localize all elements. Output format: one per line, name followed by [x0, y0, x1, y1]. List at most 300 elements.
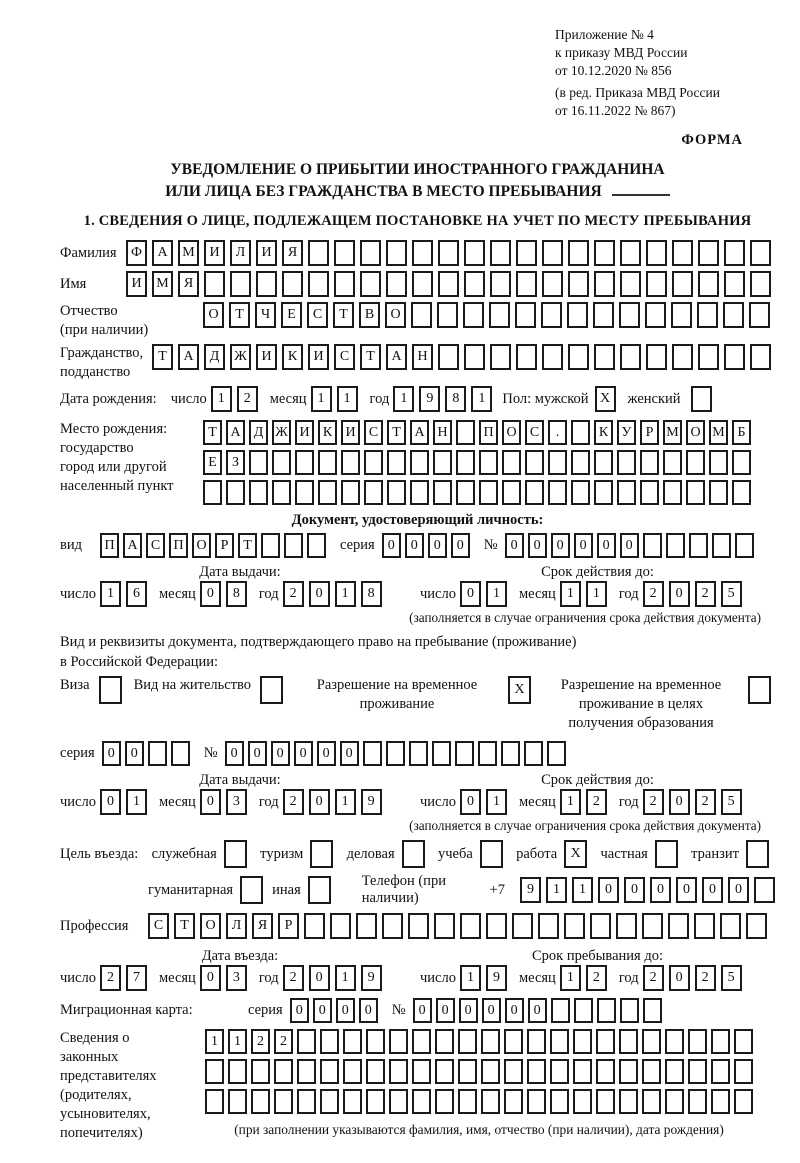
char-cell[interactable]: 2 [643, 965, 664, 991]
char-cell[interactable] [297, 1059, 316, 1084]
char-cell[interactable] [551, 998, 570, 1023]
char-cell[interactable]: Д [249, 420, 268, 445]
char-cell[interactable] [386, 741, 405, 766]
char-cell[interactable] [251, 1089, 270, 1114]
char-cell[interactable]: Е [281, 302, 302, 328]
char-cell[interactable] [363, 741, 382, 766]
char-cell[interactable]: К [318, 420, 337, 445]
char-cell[interactable] [709, 480, 728, 505]
char-cell[interactable]: С [146, 533, 165, 558]
char-cell[interactable] [712, 533, 731, 558]
char-cell[interactable] [282, 271, 303, 297]
char-cell[interactable] [596, 1089, 615, 1114]
char-cell[interactable] [486, 913, 507, 939]
char-cell[interactable] [711, 1059, 730, 1084]
char-cell[interactable] [464, 344, 485, 370]
char-cell[interactable]: 1 [560, 581, 581, 607]
char-cell[interactable]: М [663, 420, 682, 445]
char-cell[interactable] [204, 271, 225, 297]
char-cell[interactable]: 1 [335, 581, 356, 607]
char-cell[interactable] [750, 344, 771, 370]
char-cell[interactable]: А [410, 420, 429, 445]
char-cell[interactable]: 0 [340, 741, 359, 766]
char-cell[interactable]: И [126, 271, 147, 297]
char-cell[interactable] [249, 480, 268, 505]
char-cell[interactable] [504, 1089, 523, 1114]
char-cell[interactable] [464, 240, 485, 266]
char-cell[interactable] [512, 913, 533, 939]
char-cell[interactable] [697, 302, 718, 328]
char-cell[interactable] [525, 450, 544, 475]
char-cell[interactable]: М [709, 420, 728, 445]
char-cell[interactable]: 1 [572, 877, 593, 903]
char-cell[interactable] [645, 302, 666, 328]
char-cell[interactable]: О [200, 913, 221, 939]
char-cell[interactable] [620, 344, 641, 370]
char-cell[interactable] [749, 302, 770, 328]
char-cell[interactable]: Ж [230, 344, 251, 370]
char-cell[interactable] [260, 676, 283, 704]
char-cell[interactable] [432, 741, 451, 766]
char-cell[interactable]: 1 [460, 965, 481, 991]
char-cell[interactable]: 8 [361, 581, 382, 607]
char-cell[interactable] [516, 344, 537, 370]
char-cell[interactable]: Т [360, 344, 381, 370]
char-cell[interactable]: Я [282, 240, 303, 266]
char-cell[interactable] [435, 1029, 454, 1054]
visa-checkbox[interactable] [99, 676, 122, 704]
char-cell[interactable] [382, 913, 403, 939]
purpose-study-checkbox[interactable] [480, 840, 503, 868]
char-cell[interactable] [251, 1059, 270, 1084]
char-cell[interactable] [343, 1059, 362, 1084]
char-cell[interactable]: О [385, 302, 406, 328]
char-cell[interactable]: М [152, 271, 173, 297]
char-cell[interactable]: В [359, 302, 380, 328]
char-cell[interactable]: X [508, 676, 531, 704]
char-cell[interactable]: 1 [486, 789, 507, 815]
char-cell[interactable]: 0 [728, 877, 749, 903]
char-cell[interactable]: 1 [586, 581, 607, 607]
char-cell[interactable] [433, 450, 452, 475]
char-cell[interactable] [643, 533, 662, 558]
char-cell[interactable]: 0 [248, 741, 267, 766]
char-cell[interactable] [438, 271, 459, 297]
char-cell[interactable]: С [364, 420, 383, 445]
char-cell[interactable]: Ф [126, 240, 147, 266]
char-cell[interactable] [228, 1059, 247, 1084]
char-cell[interactable] [663, 480, 682, 505]
char-cell[interactable] [366, 1089, 385, 1114]
char-cell[interactable]: 1 [205, 1029, 224, 1054]
char-cell[interactable]: 0 [102, 741, 121, 766]
char-cell[interactable]: 0 [528, 533, 547, 558]
char-cell[interactable]: 2 [251, 1029, 270, 1054]
char-cell[interactable] [224, 840, 247, 868]
char-cell[interactable] [567, 302, 588, 328]
char-cell[interactable] [412, 240, 433, 266]
char-cell[interactable] [458, 1089, 477, 1114]
char-cell[interactable]: 0 [200, 965, 221, 991]
char-cell[interactable] [261, 533, 280, 558]
char-cell[interactable] [386, 240, 407, 266]
char-cell[interactable] [640, 450, 659, 475]
char-cell[interactable] [642, 1089, 661, 1114]
char-cell[interactable] [272, 450, 291, 475]
char-cell[interactable] [643, 998, 662, 1023]
char-cell[interactable]: И [256, 344, 277, 370]
char-cell[interactable] [386, 271, 407, 297]
char-cell[interactable]: З [226, 450, 245, 475]
char-cell[interactable] [366, 1029, 385, 1054]
char-cell[interactable] [527, 1059, 546, 1084]
char-cell[interactable] [688, 1059, 707, 1084]
char-cell[interactable] [594, 240, 615, 266]
char-cell[interactable] [481, 1089, 500, 1114]
char-cell[interactable] [548, 480, 567, 505]
char-cell[interactable]: Т [203, 420, 222, 445]
char-cell[interactable]: 0 [598, 877, 619, 903]
char-cell[interactable] [541, 302, 562, 328]
char-cell[interactable]: 0 [574, 533, 593, 558]
char-cell[interactable]: 0 [336, 998, 355, 1023]
char-cell[interactable] [364, 450, 383, 475]
char-cell[interactable] [295, 480, 314, 505]
char-cell[interactable]: 1 [560, 965, 581, 991]
char-cell[interactable]: 0 [460, 581, 481, 607]
char-cell[interactable] [318, 450, 337, 475]
char-cell[interactable]: П [100, 533, 119, 558]
char-cell[interactable] [99, 676, 122, 704]
char-cell[interactable] [672, 240, 693, 266]
char-cell[interactable] [479, 480, 498, 505]
char-cell[interactable] [434, 913, 455, 939]
char-cell[interactable]: 0 [294, 741, 313, 766]
char-cell[interactable] [458, 1029, 477, 1054]
char-cell[interactable] [527, 1089, 546, 1114]
char-cell[interactable]: 5 [721, 789, 742, 815]
char-cell[interactable]: Т [238, 533, 257, 558]
char-cell[interactable] [360, 271, 381, 297]
char-cell[interactable]: 0 [624, 877, 645, 903]
char-cell[interactable] [547, 741, 566, 766]
char-cell[interactable] [205, 1059, 224, 1084]
char-cell[interactable] [490, 344, 511, 370]
char-cell[interactable] [435, 1089, 454, 1114]
char-cell[interactable] [501, 741, 520, 766]
char-cell[interactable] [642, 913, 663, 939]
char-cell[interactable]: М [178, 240, 199, 266]
char-cell[interactable] [619, 1089, 638, 1114]
char-cell[interactable] [205, 1089, 224, 1114]
char-cell[interactable]: С [148, 913, 169, 939]
char-cell[interactable]: И [308, 344, 329, 370]
char-cell[interactable]: 0 [505, 533, 524, 558]
char-cell[interactable]: 0 [459, 998, 478, 1023]
char-cell[interactable] [734, 1029, 753, 1054]
char-cell[interactable]: С [307, 302, 328, 328]
char-cell[interactable] [694, 913, 715, 939]
char-cell[interactable] [334, 240, 355, 266]
char-cell[interactable] [550, 1029, 569, 1054]
char-cell[interactable] [479, 450, 498, 475]
char-cell[interactable] [594, 271, 615, 297]
char-cell[interactable]: Т [229, 302, 250, 328]
char-cell[interactable] [171, 741, 190, 766]
char-cell[interactable]: 0 [669, 581, 690, 607]
char-cell[interactable] [320, 1089, 339, 1114]
char-cell[interactable] [671, 302, 692, 328]
char-cell[interactable] [438, 344, 459, 370]
char-cell[interactable] [284, 533, 303, 558]
char-cell[interactable] [568, 240, 589, 266]
char-cell[interactable] [734, 1089, 753, 1114]
char-cell[interactable] [594, 344, 615, 370]
char-cell[interactable] [516, 240, 537, 266]
char-cell[interactable]: Д [204, 344, 225, 370]
char-cell[interactable]: 9 [419, 386, 440, 412]
char-cell[interactable]: Л [226, 913, 247, 939]
char-cell[interactable]: С [525, 420, 544, 445]
char-cell[interactable]: И [256, 240, 277, 266]
char-cell[interactable] [619, 1059, 638, 1084]
char-cell[interactable]: 0 [528, 998, 547, 1023]
char-cell[interactable]: 0 [451, 533, 470, 558]
char-cell[interactable]: 2 [586, 789, 607, 815]
char-cell[interactable]: С [334, 344, 355, 370]
temporary-residence-education-checkbox[interactable] [748, 676, 771, 704]
char-cell[interactable] [620, 271, 641, 297]
char-cell[interactable]: У [617, 420, 636, 445]
char-cell[interactable] [748, 676, 771, 704]
char-cell[interactable] [490, 240, 511, 266]
char-cell[interactable] [711, 1089, 730, 1114]
char-cell[interactable] [596, 1029, 615, 1054]
char-cell[interactable]: Ч [255, 302, 276, 328]
char-cell[interactable]: 8 [226, 581, 247, 607]
char-cell[interactable] [724, 240, 745, 266]
char-cell[interactable]: 0 [413, 998, 432, 1023]
char-cell[interactable]: 0 [405, 533, 424, 558]
char-cell[interactable]: 0 [359, 998, 378, 1023]
char-cell[interactable]: Е [203, 450, 222, 475]
char-cell[interactable] [538, 913, 559, 939]
char-cell[interactable]: 2 [586, 965, 607, 991]
char-cell[interactable] [735, 533, 754, 558]
char-cell[interactable] [617, 480, 636, 505]
char-cell[interactable]: 0 [271, 741, 290, 766]
char-cell[interactable]: Р [278, 913, 299, 939]
char-cell[interactable] [489, 302, 510, 328]
char-cell[interactable] [665, 1089, 684, 1114]
char-cell[interactable]: 0 [597, 533, 616, 558]
char-cell[interactable]: 0 [436, 998, 455, 1023]
char-cell[interactable]: 0 [200, 581, 221, 607]
char-cell[interactable] [438, 240, 459, 266]
char-cell[interactable] [516, 271, 537, 297]
char-cell[interactable] [617, 450, 636, 475]
char-cell[interactable] [409, 741, 428, 766]
char-cell[interactable] [564, 913, 585, 939]
char-cell[interactable]: . [548, 420, 567, 445]
char-cell[interactable] [464, 271, 485, 297]
char-cell[interactable] [724, 344, 745, 370]
char-cell[interactable] [594, 480, 613, 505]
char-cell[interactable] [341, 450, 360, 475]
char-cell[interactable]: 1 [311, 386, 332, 412]
char-cell[interactable] [734, 1059, 753, 1084]
char-cell[interactable] [387, 450, 406, 475]
char-cell[interactable] [360, 240, 381, 266]
char-cell[interactable]: К [594, 420, 613, 445]
char-cell[interactable] [672, 344, 693, 370]
char-cell[interactable] [750, 240, 771, 266]
char-cell[interactable] [402, 840, 425, 868]
char-cell[interactable] [663, 450, 682, 475]
char-cell[interactable]: 0 [225, 741, 244, 766]
char-cell[interactable]: Н [433, 420, 452, 445]
char-cell[interactable] [620, 240, 641, 266]
char-cell[interactable] [573, 1089, 592, 1114]
char-cell[interactable]: 2 [695, 965, 716, 991]
char-cell[interactable] [698, 344, 719, 370]
char-cell[interactable]: 0 [428, 533, 447, 558]
char-cell[interactable]: 9 [486, 965, 507, 991]
char-cell[interactable]: 1 [560, 789, 581, 815]
char-cell[interactable] [746, 913, 767, 939]
char-cell[interactable]: Я [178, 271, 199, 297]
char-cell[interactable]: 0 [290, 998, 309, 1023]
char-cell[interactable]: И [204, 240, 225, 266]
char-cell[interactable] [481, 1029, 500, 1054]
char-cell[interactable] [723, 302, 744, 328]
purpose-other-checkbox[interactable] [308, 876, 331, 904]
char-cell[interactable]: Т [152, 344, 173, 370]
sex-female-checkbox[interactable] [691, 386, 712, 412]
char-cell[interactable] [542, 240, 563, 266]
char-cell[interactable] [525, 480, 544, 505]
char-cell[interactable] [502, 480, 521, 505]
char-cell[interactable]: 2 [100, 965, 121, 991]
char-cell[interactable] [502, 450, 521, 475]
char-cell[interactable]: 0 [317, 741, 336, 766]
char-cell[interactable]: 2 [643, 789, 664, 815]
char-cell[interactable]: 2 [283, 581, 304, 607]
char-cell[interactable]: 0 [551, 533, 570, 558]
purpose-humanitarian-checkbox[interactable] [240, 876, 263, 904]
char-cell[interactable] [456, 420, 475, 445]
char-cell[interactable] [568, 344, 589, 370]
char-cell[interactable]: О [686, 420, 705, 445]
char-cell[interactable] [698, 271, 719, 297]
char-cell[interactable]: 0 [482, 998, 501, 1023]
char-cell[interactable] [504, 1059, 523, 1084]
char-cell[interactable] [668, 913, 689, 939]
char-cell[interactable] [620, 998, 639, 1023]
char-cell[interactable] [249, 450, 268, 475]
char-cell[interactable] [688, 1089, 707, 1114]
char-cell[interactable] [746, 840, 769, 868]
char-cell[interactable] [640, 480, 659, 505]
char-cell[interactable] [307, 533, 326, 558]
char-cell[interactable] [720, 913, 741, 939]
char-cell[interactable] [732, 450, 751, 475]
char-cell[interactable] [308, 240, 329, 266]
char-cell[interactable]: 2 [695, 581, 716, 607]
char-cell[interactable]: 1 [486, 581, 507, 607]
char-cell[interactable]: Т [174, 913, 195, 939]
char-cell[interactable]: О [192, 533, 211, 558]
char-cell[interactable] [343, 1089, 362, 1114]
char-cell[interactable]: Т [333, 302, 354, 328]
char-cell[interactable] [478, 741, 497, 766]
char-cell[interactable] [490, 271, 511, 297]
char-cell[interactable]: Т [387, 420, 406, 445]
char-cell[interactable] [343, 1029, 362, 1054]
char-cell[interactable] [548, 450, 567, 475]
char-cell[interactable]: 1 [211, 386, 232, 412]
purpose-work-checkbox[interactable] [564, 840, 587, 868]
char-cell[interactable]: 9 [361, 965, 382, 991]
char-cell[interactable] [732, 480, 751, 505]
char-cell[interactable] [304, 913, 325, 939]
char-cell[interactable] [389, 1089, 408, 1114]
char-cell[interactable] [619, 302, 640, 328]
char-cell[interactable] [272, 480, 291, 505]
char-cell[interactable] [724, 271, 745, 297]
char-cell[interactable]: 0 [669, 965, 690, 991]
char-cell[interactable] [320, 1029, 339, 1054]
char-cell[interactable] [655, 840, 678, 868]
char-cell[interactable]: X [564, 840, 587, 868]
purpose-transit-checkbox[interactable] [746, 840, 769, 868]
char-cell[interactable] [665, 1029, 684, 1054]
char-cell[interactable] [642, 1029, 661, 1054]
char-cell[interactable] [642, 1059, 661, 1084]
char-cell[interactable] [568, 271, 589, 297]
char-cell[interactable] [256, 271, 277, 297]
char-cell[interactable]: 0 [100, 789, 121, 815]
char-cell[interactable] [456, 480, 475, 505]
char-cell[interactable] [574, 998, 593, 1023]
char-cell[interactable]: 0 [382, 533, 401, 558]
char-cell[interactable]: 3 [226, 965, 247, 991]
char-cell[interactable] [310, 840, 333, 868]
char-cell[interactable]: А [386, 344, 407, 370]
char-cell[interactable]: О [203, 302, 224, 328]
char-cell[interactable] [596, 1059, 615, 1084]
purpose-business-checkbox[interactable] [402, 840, 425, 868]
char-cell[interactable] [698, 240, 719, 266]
char-cell[interactable] [412, 1089, 431, 1114]
char-cell[interactable] [571, 480, 590, 505]
char-cell[interactable] [593, 302, 614, 328]
purpose-official-checkbox[interactable] [224, 840, 247, 868]
char-cell[interactable] [458, 1059, 477, 1084]
char-cell[interactable]: П [479, 420, 498, 445]
char-cell[interactable] [590, 913, 611, 939]
char-cell[interactable] [410, 450, 429, 475]
char-cell[interactable]: 1 [471, 386, 492, 412]
char-cell[interactable]: Я [252, 913, 273, 939]
char-cell[interactable]: А [226, 420, 245, 445]
char-cell[interactable] [330, 913, 351, 939]
char-cell[interactable] [571, 450, 590, 475]
char-cell[interactable] [320, 1059, 339, 1084]
char-cell[interactable] [297, 1029, 316, 1054]
char-cell[interactable] [463, 302, 484, 328]
char-cell[interactable] [356, 913, 377, 939]
